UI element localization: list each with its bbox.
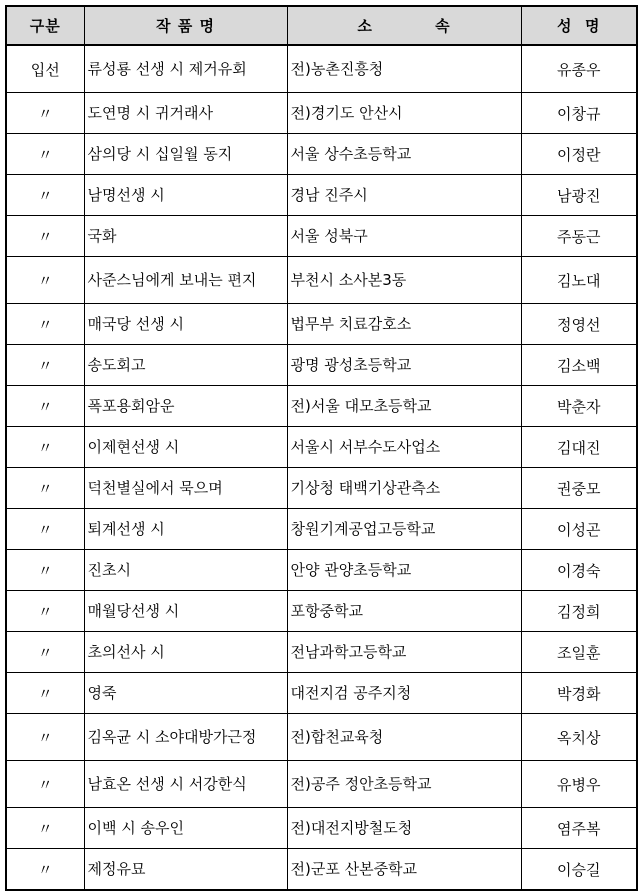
row-title: 폭포용회암운 — [84, 386, 287, 427]
row-affiliation: 전)대전지방철도청 — [287, 808, 521, 849]
table-row — [6, 849, 637, 891]
row-title: 덕천별실에서 묵으며 — [84, 468, 287, 509]
row-affiliation: 서울시 서부수도사업소 — [287, 427, 521, 468]
row-affiliation: 전)서울 대모초등학교 — [287, 386, 521, 427]
table-row — [6, 550, 637, 591]
row-category: 〃 — [6, 550, 84, 591]
row-title: 류성룡 선생 시 제거유회 — [84, 45, 287, 93]
row-name: 주동근 — [521, 216, 637, 257]
row-category: 〃 — [6, 257, 84, 304]
row-category: 〃 — [6, 427, 84, 468]
row-title: 남효온 선생 시 서강한식 — [84, 761, 287, 808]
row-title: 남명선생 시 — [84, 175, 287, 216]
row-name: 이창규 — [521, 93, 637, 134]
table-row — [6, 93, 637, 134]
row-title: 송도회고 — [84, 345, 287, 386]
row-title: 사준스님에게 보내는 편지 — [84, 257, 287, 304]
row-title: 진초시 — [84, 550, 287, 591]
award-table — [5, 5, 638, 891]
row-name: 이정란 — [521, 134, 637, 175]
header-name: 성 명 — [521, 6, 637, 45]
row-name: 이경숙 — [521, 550, 637, 591]
row-title: 김옥균 시 소야대방가근정 — [84, 714, 287, 761]
row-affiliation: 포항중학교 — [287, 591, 521, 632]
row-title: 초의선사 시 — [84, 632, 287, 673]
row-title: 매월당선생 시 — [84, 591, 287, 632]
row-category: 〃 — [6, 93, 84, 134]
table-row — [6, 134, 637, 175]
row-name: 이승길 — [521, 849, 637, 891]
row-category: 〃 — [6, 386, 84, 427]
row-category: 〃 — [6, 673, 84, 714]
header-title: 작 품 명 — [84, 6, 287, 45]
row-name: 이성곤 — [521, 509, 637, 550]
row-name: 김대진 — [521, 427, 637, 468]
row-affiliation: 서울 성북구 — [287, 216, 521, 257]
row-category: 〃 — [6, 134, 84, 175]
row-category: 〃 — [6, 509, 84, 550]
table-row — [6, 468, 637, 509]
row-name: 유병우 — [521, 761, 637, 808]
row-category: 〃 — [6, 468, 84, 509]
row-name: 염주복 — [521, 808, 637, 849]
table-row — [6, 175, 637, 216]
row-name: 유종우 — [521, 45, 637, 93]
row-affiliation: 전)합천교육청 — [287, 714, 521, 761]
table-row — [6, 761, 637, 808]
row-name: 남광진 — [521, 175, 637, 216]
header-category: 구분 — [6, 6, 84, 45]
row-title: 이백 시 송우인 — [84, 808, 287, 849]
row-category: 〃 — [6, 808, 84, 849]
table-row — [6, 257, 637, 304]
row-title: 도연명 시 귀거래사 — [84, 93, 287, 134]
header-row — [6, 6, 637, 45]
row-affiliation: 전)경기도 안산시 — [287, 93, 521, 134]
row-name: 박경화 — [521, 673, 637, 714]
table-row — [6, 714, 637, 761]
row-category: 〃 — [6, 175, 84, 216]
row-category: 〃 — [6, 714, 84, 761]
row-affiliation: 부천시 소사본3동 — [287, 257, 521, 304]
row-title: 영죽 — [84, 673, 287, 714]
row-title: 퇴계선생 시 — [84, 509, 287, 550]
row-name: 조일훈 — [521, 632, 637, 673]
table-row — [6, 45, 637, 93]
table-row — [6, 591, 637, 632]
table-row — [6, 673, 637, 714]
row-title: 매국당 선생 시 — [84, 304, 287, 345]
row-category: 〃 — [6, 632, 84, 673]
row-title: 이제현선생 시 — [84, 427, 287, 468]
row-category: 〃 — [6, 304, 84, 345]
row-affiliation: 기상청 태백기상관측소 — [287, 468, 521, 509]
row-name: 김정희 — [521, 591, 637, 632]
table-body — [6, 45, 637, 890]
row-category: 〃 — [6, 761, 84, 808]
row-category: 입선 — [6, 45, 84, 93]
row-name: 정영선 — [521, 304, 637, 345]
row-name: 권중모 — [521, 468, 637, 509]
table-row — [6, 808, 637, 849]
row-affiliation: 경남 진주시 — [287, 175, 521, 216]
row-title: 국화 — [84, 216, 287, 257]
row-affiliation: 전)공주 정안초등학교 — [287, 761, 521, 808]
table-row — [6, 216, 637, 257]
row-affiliation: 대전지검 공주지청 — [287, 673, 521, 714]
table-row — [6, 386, 637, 427]
row-affiliation: 법무부 치료감호소 — [287, 304, 521, 345]
table-row — [6, 427, 637, 468]
row-title: 삼의당 시 십일월 동지 — [84, 134, 287, 175]
table-row — [6, 304, 637, 345]
table-row — [6, 345, 637, 386]
header-affiliation: 소 속 — [287, 6, 521, 45]
row-affiliation: 광명 광성초등학교 — [287, 345, 521, 386]
row-title: 제정유묘 — [84, 849, 287, 891]
row-affiliation: 서울 상수초등학교 — [287, 134, 521, 175]
row-affiliation: 안양 관양초등학교 — [287, 550, 521, 591]
row-name: 김노대 — [521, 257, 637, 304]
row-category: 〃 — [6, 345, 84, 386]
row-name: 옥치상 — [521, 714, 637, 761]
row-category: 〃 — [6, 216, 84, 257]
row-category: 〃 — [6, 591, 84, 632]
row-category: 〃 — [6, 849, 84, 891]
row-name: 김소백 — [521, 345, 637, 386]
award-list — [5, 5, 638, 891]
table-row — [6, 632, 637, 673]
row-affiliation: 창원기계공업고등학교 — [287, 509, 521, 550]
table-row — [6, 509, 637, 550]
row-name: 박춘자 — [521, 386, 637, 427]
row-affiliation: 전)농촌진흥청 — [287, 45, 521, 93]
row-affiliation: 전남과학고등학교 — [287, 632, 521, 673]
row-affiliation: 전)군포 산본중학교 — [287, 849, 521, 891]
